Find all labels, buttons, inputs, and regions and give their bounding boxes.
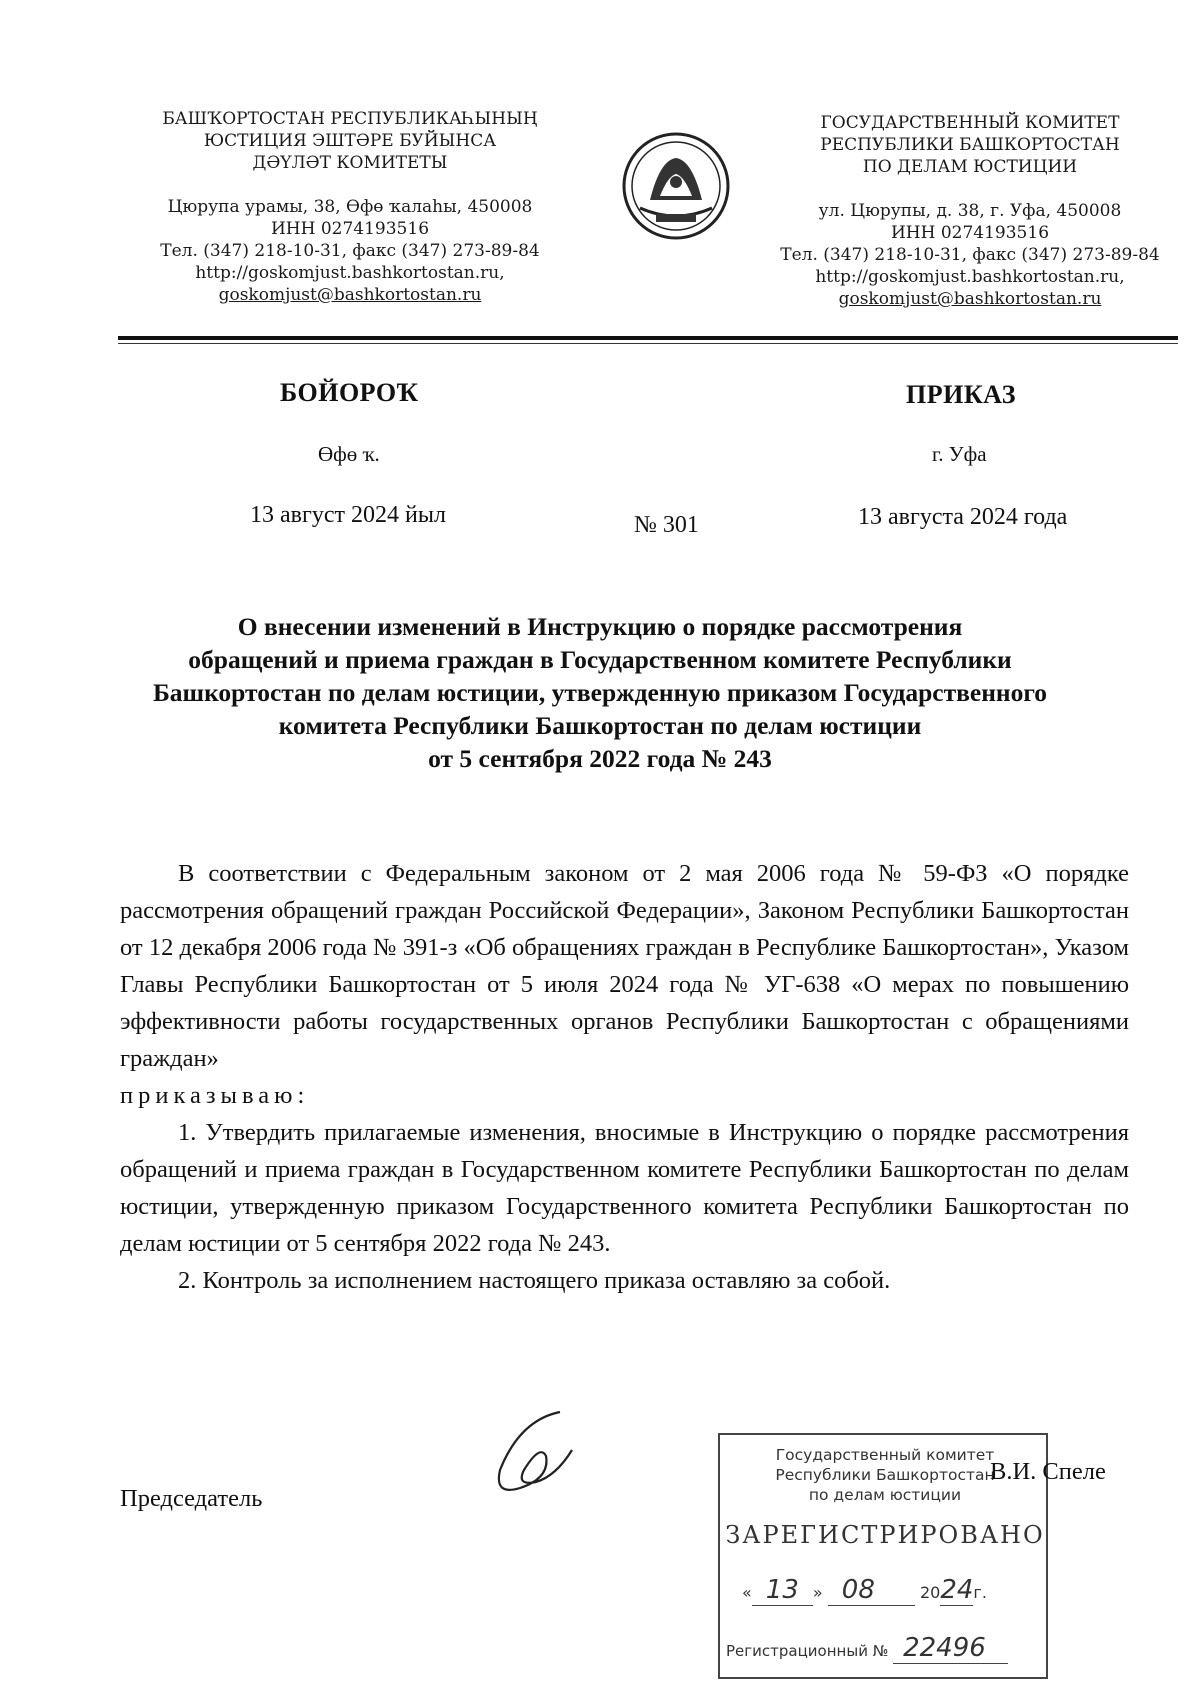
body-preamble: В соответствии с Федеральным законом от 2 мая 2006 года № 59-ФЗ «О порядке рассмотрения обращений граждан Российской Федерации», Законом Республики Башкортостан от 12 декабря 2006 года № 391-з «Об обращениях граждан в Республике Башкортостан», Указом Главы Республики Башкортостан от 5 июля 2024 года № УГ-638 «О мерах по повышению эффективности работы государственных органов Республики Башкортостан с обращениями граждан» xyxy=(120,860,1129,1072)
signature-name: В.И. Спеле xyxy=(990,1458,1106,1485)
stamp-org-line-1: Государственный комитет xyxy=(775,1446,995,1464)
body-item-2: 2. Контроль за исполнением настоящего приказа оставляю за собой. xyxy=(178,1267,891,1294)
order-number: № 301 xyxy=(634,512,699,538)
signature-role: Председатель xyxy=(120,1485,263,1512)
header-right xyxy=(760,112,1180,310)
header-left-phone: Тел. (347) 218-10-31, факс (347) 273-89-84 xyxy=(160,241,540,261)
header-right-address: ул. Цюрупы, д. 38, г. Уфа, 450008 xyxy=(818,201,1122,221)
stamp-month: 08 xyxy=(828,1575,915,1606)
body-item-1: 1. Утвердить прилагаемые изменения, вносимые в Инструкцию о порядке рассмотрения обращений и приема граждан в Государственном комитете Республики Башкортостан по делам юстиции, утвержденную приказом Государственного комитета Республики Башкортостан по делам юстиции от 5 сентября 2022 года № 243. xyxy=(120,1119,1129,1257)
header-right-line-2: РЕСПУБЛИКИ БАШКОРТОСТАН xyxy=(820,135,1120,155)
header-left-line-1: БАШҠОРТОСТАН РЕСПУБЛИКАҺЫНЫҢ xyxy=(162,109,538,129)
date-bashkir: 13 август 2024 йыл xyxy=(250,502,446,528)
stamp-org-line-2: Республики Башкортостан xyxy=(775,1466,995,1484)
subject-line-1: О внесении изменений в Инструкцию о порядке рассмотрения xyxy=(237,612,963,641)
city-bashkir: Өфө ҡ. xyxy=(318,442,380,466)
header-left-address: Цюрупа урамы, 38, Өфө ҡалаһы, 450008 xyxy=(167,197,533,217)
order-body xyxy=(120,855,1129,1299)
bashkortostan-coat-of-arms-icon xyxy=(620,130,732,242)
header-divider-thin xyxy=(118,343,1178,344)
header-left xyxy=(140,108,560,306)
stamp-reg-line xyxy=(726,1633,1046,1663)
stamp-quote-open: « xyxy=(742,1583,752,1602)
subject-line-5: от 5 сентября 2022 года № 243 xyxy=(428,744,772,773)
doc-title-russian: ПРИКАЗ xyxy=(906,380,1017,409)
header-left-line-3: ДӘҮЛӘТ КОМИТЕТЫ xyxy=(252,153,448,173)
header-right-inn: ИНН 0274193516 xyxy=(890,223,1050,243)
stamp-registered: ЗАРЕГИСТРИРОВАНО xyxy=(725,1521,1045,1549)
date-russian: 13 августа 2024 года xyxy=(858,504,1068,530)
stamp-day: 13 xyxy=(752,1575,813,1606)
subject-line-2: обращений и приема граждан в Государственном комитете Республики xyxy=(188,645,1012,674)
header-divider-thick xyxy=(118,336,1178,340)
stamp-reg-label: Регистрационный № xyxy=(726,1642,889,1660)
doc-title-bashkir: БОЙОРОҠ xyxy=(280,378,419,407)
header-right-line-3: ПО ДЕЛАМ ЮСТИЦИИ xyxy=(862,157,1078,177)
stamp-year-prefix: 20 xyxy=(919,1583,941,1602)
header-right-url: http://goskomjust.bashkortostan.ru, xyxy=(815,267,1125,287)
stamp-date xyxy=(742,1575,1042,1605)
header-right-line-1: ГОСУДАРСТВЕННЫЙ КОМИТЕТ xyxy=(820,113,1120,133)
stamp-org-line-3: по делам юстиции xyxy=(808,1486,962,1504)
stamp-quote-close: » xyxy=(812,1583,823,1602)
stamp-year-suffix: 24 xyxy=(940,1575,974,1605)
body-order-word: приказываю: xyxy=(120,1082,310,1109)
header-left-email: goskomjust@bashkortostan.ru xyxy=(218,285,482,305)
stamp-reg-number: 22496 xyxy=(893,1633,1008,1664)
subject-line-3: Башкортостан по делам юстиции, утвержденную приказом Государственного xyxy=(152,678,1048,707)
header-right-email: goskomjust@bashkortostan.ru xyxy=(838,289,1102,309)
stamp-year-unit: г. xyxy=(973,1583,987,1602)
subject-line-4: комитета Республики Башкортостан по делам юстиции xyxy=(278,711,922,740)
header-left-inn: ИНН 0274193516 xyxy=(270,219,430,239)
header-left-url: http://goskomjust.bashkortostan.ru, xyxy=(195,263,505,283)
signature-scribble-icon xyxy=(480,1400,590,1510)
header-left-line-2: ЮСТИЦИЯ ЭШТӘРЕ БУЙЫНСА xyxy=(203,131,497,151)
order-subject xyxy=(120,610,1080,775)
city-russian: г. Уфа xyxy=(932,442,987,466)
header-right-phone: Тел. (347) 218-10-31, факс (347) 273-89-84 xyxy=(780,245,1160,265)
